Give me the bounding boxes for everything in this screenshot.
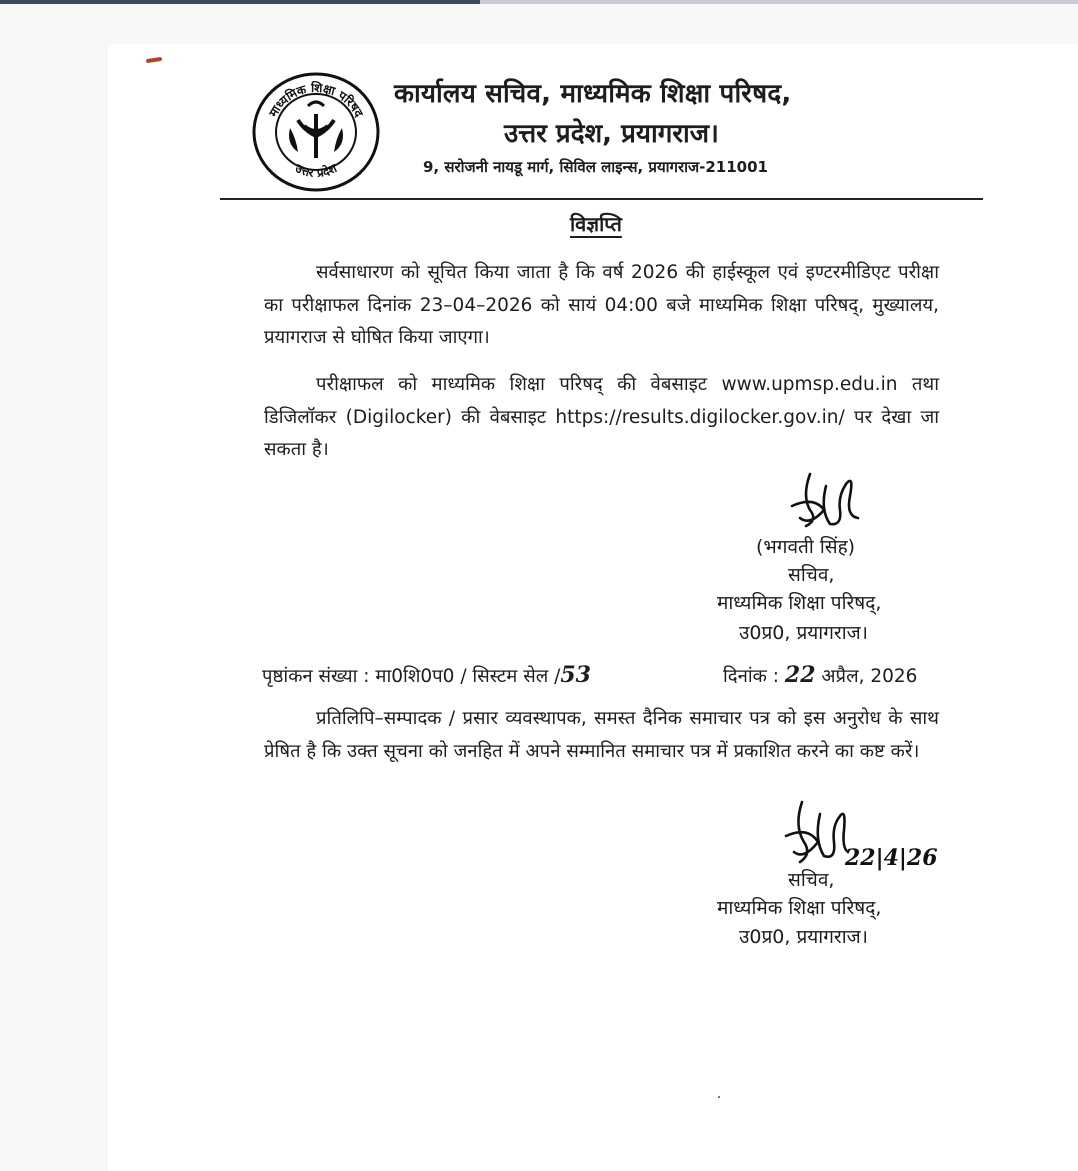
signature-1 — [780, 466, 870, 540]
notice-paragraph-1 — [264, 257, 939, 355]
date-label: दिनांक : — [723, 666, 779, 687]
reference-date — [723, 662, 917, 688]
office-address: 9, सरोजनी नायडू मार्ग, सिविल लाइन्स, प्रयागराज-211001 — [423, 158, 768, 176]
signature-2 — [782, 796, 852, 876]
signatory-place: उ0प्र0, प्रयागराज। — [739, 622, 868, 644]
reference-label: पृष्ठांकन संख्या : मा0शि0प0 / सिस्टम सेल / — [262, 666, 561, 687]
office-heading: कार्यालय सचिव, माध्यमिक शिक्षा परिषद, — [394, 79, 792, 109]
reference-line — [262, 662, 591, 688]
notice-paragraph-2-text: परीक्षाफल को माध्यमिक शिक्षा परिषद् की वेबसाइट www.upmsp.edu.in तथा डिजिलॉकर (Digilocker) की वेबसाइट https://results.digilocker.gov.in/ पर देखा जा सकता है। — [264, 374, 939, 460]
state-heading: उत्तर प्रदेश, प्रयागराज। — [504, 119, 719, 149]
copy-paragraph — [264, 703, 939, 768]
date-day: 22 — [784, 662, 816, 688]
notice-paragraph-2 — [264, 369, 939, 467]
signatory-name: (भगवती सिंह) — [756, 536, 856, 558]
viewer-progress-track — [0, 0, 1078, 4]
signatory-designation: सचिव, — [788, 564, 835, 586]
notice-title: विज्ञप्ति — [570, 212, 622, 236]
header-divider — [220, 198, 983, 200]
board-seal-logo — [252, 72, 380, 192]
seal-top-text: माध्यमिक शिक्षा परिषद — [266, 80, 366, 120]
copy-signatory-designation: सचिव, — [788, 869, 835, 891]
notice-paragraph-1-text: सर्वसाधारण को सूचित किया जाता है कि वर्ष 2026 की हाईस्कूल एवं इण्टरमीडिएट परीक्षा का परीक्षाफल दिनांक 23–04–2026 को सायं 04:00 बजे माध्यमिक शिक्षा परिषद्, मुख्यालय, प्रयागराज से घोषित किया जाएगा। — [264, 262, 939, 348]
date-rest: अप्रैल, 2026 — [821, 666, 918, 687]
copy-signatory-place: उ0प्र0, प्रयागराज। — [739, 926, 868, 948]
copy-signatory-office: माध्यमिक शिक्षा परिषद्, — [717, 897, 882, 919]
seal-bottom-text: उत्तर प्रदेश — [292, 160, 340, 181]
speck — [718, 1096, 720, 1098]
viewer-progress-fill — [0, 0, 480, 4]
handwritten-date: 22|4|26 — [845, 845, 938, 871]
signatory-office: माध्यमिक शिक्षा परिषद्, — [717, 592, 882, 614]
reference-number: 53 — [560, 662, 591, 688]
copy-paragraph-text: प्रतिलिपि–सम्पादक / प्रसार व्यवस्थापक, समस्त दैनिक समाचार पत्र को इस अनुरोध के साथ प्रेषित है कि उक्त सूचना को जनहित में अपने सम्मानित समाचार पत्र में प्रकाशित करने का कष्ट करें। — [264, 708, 939, 762]
